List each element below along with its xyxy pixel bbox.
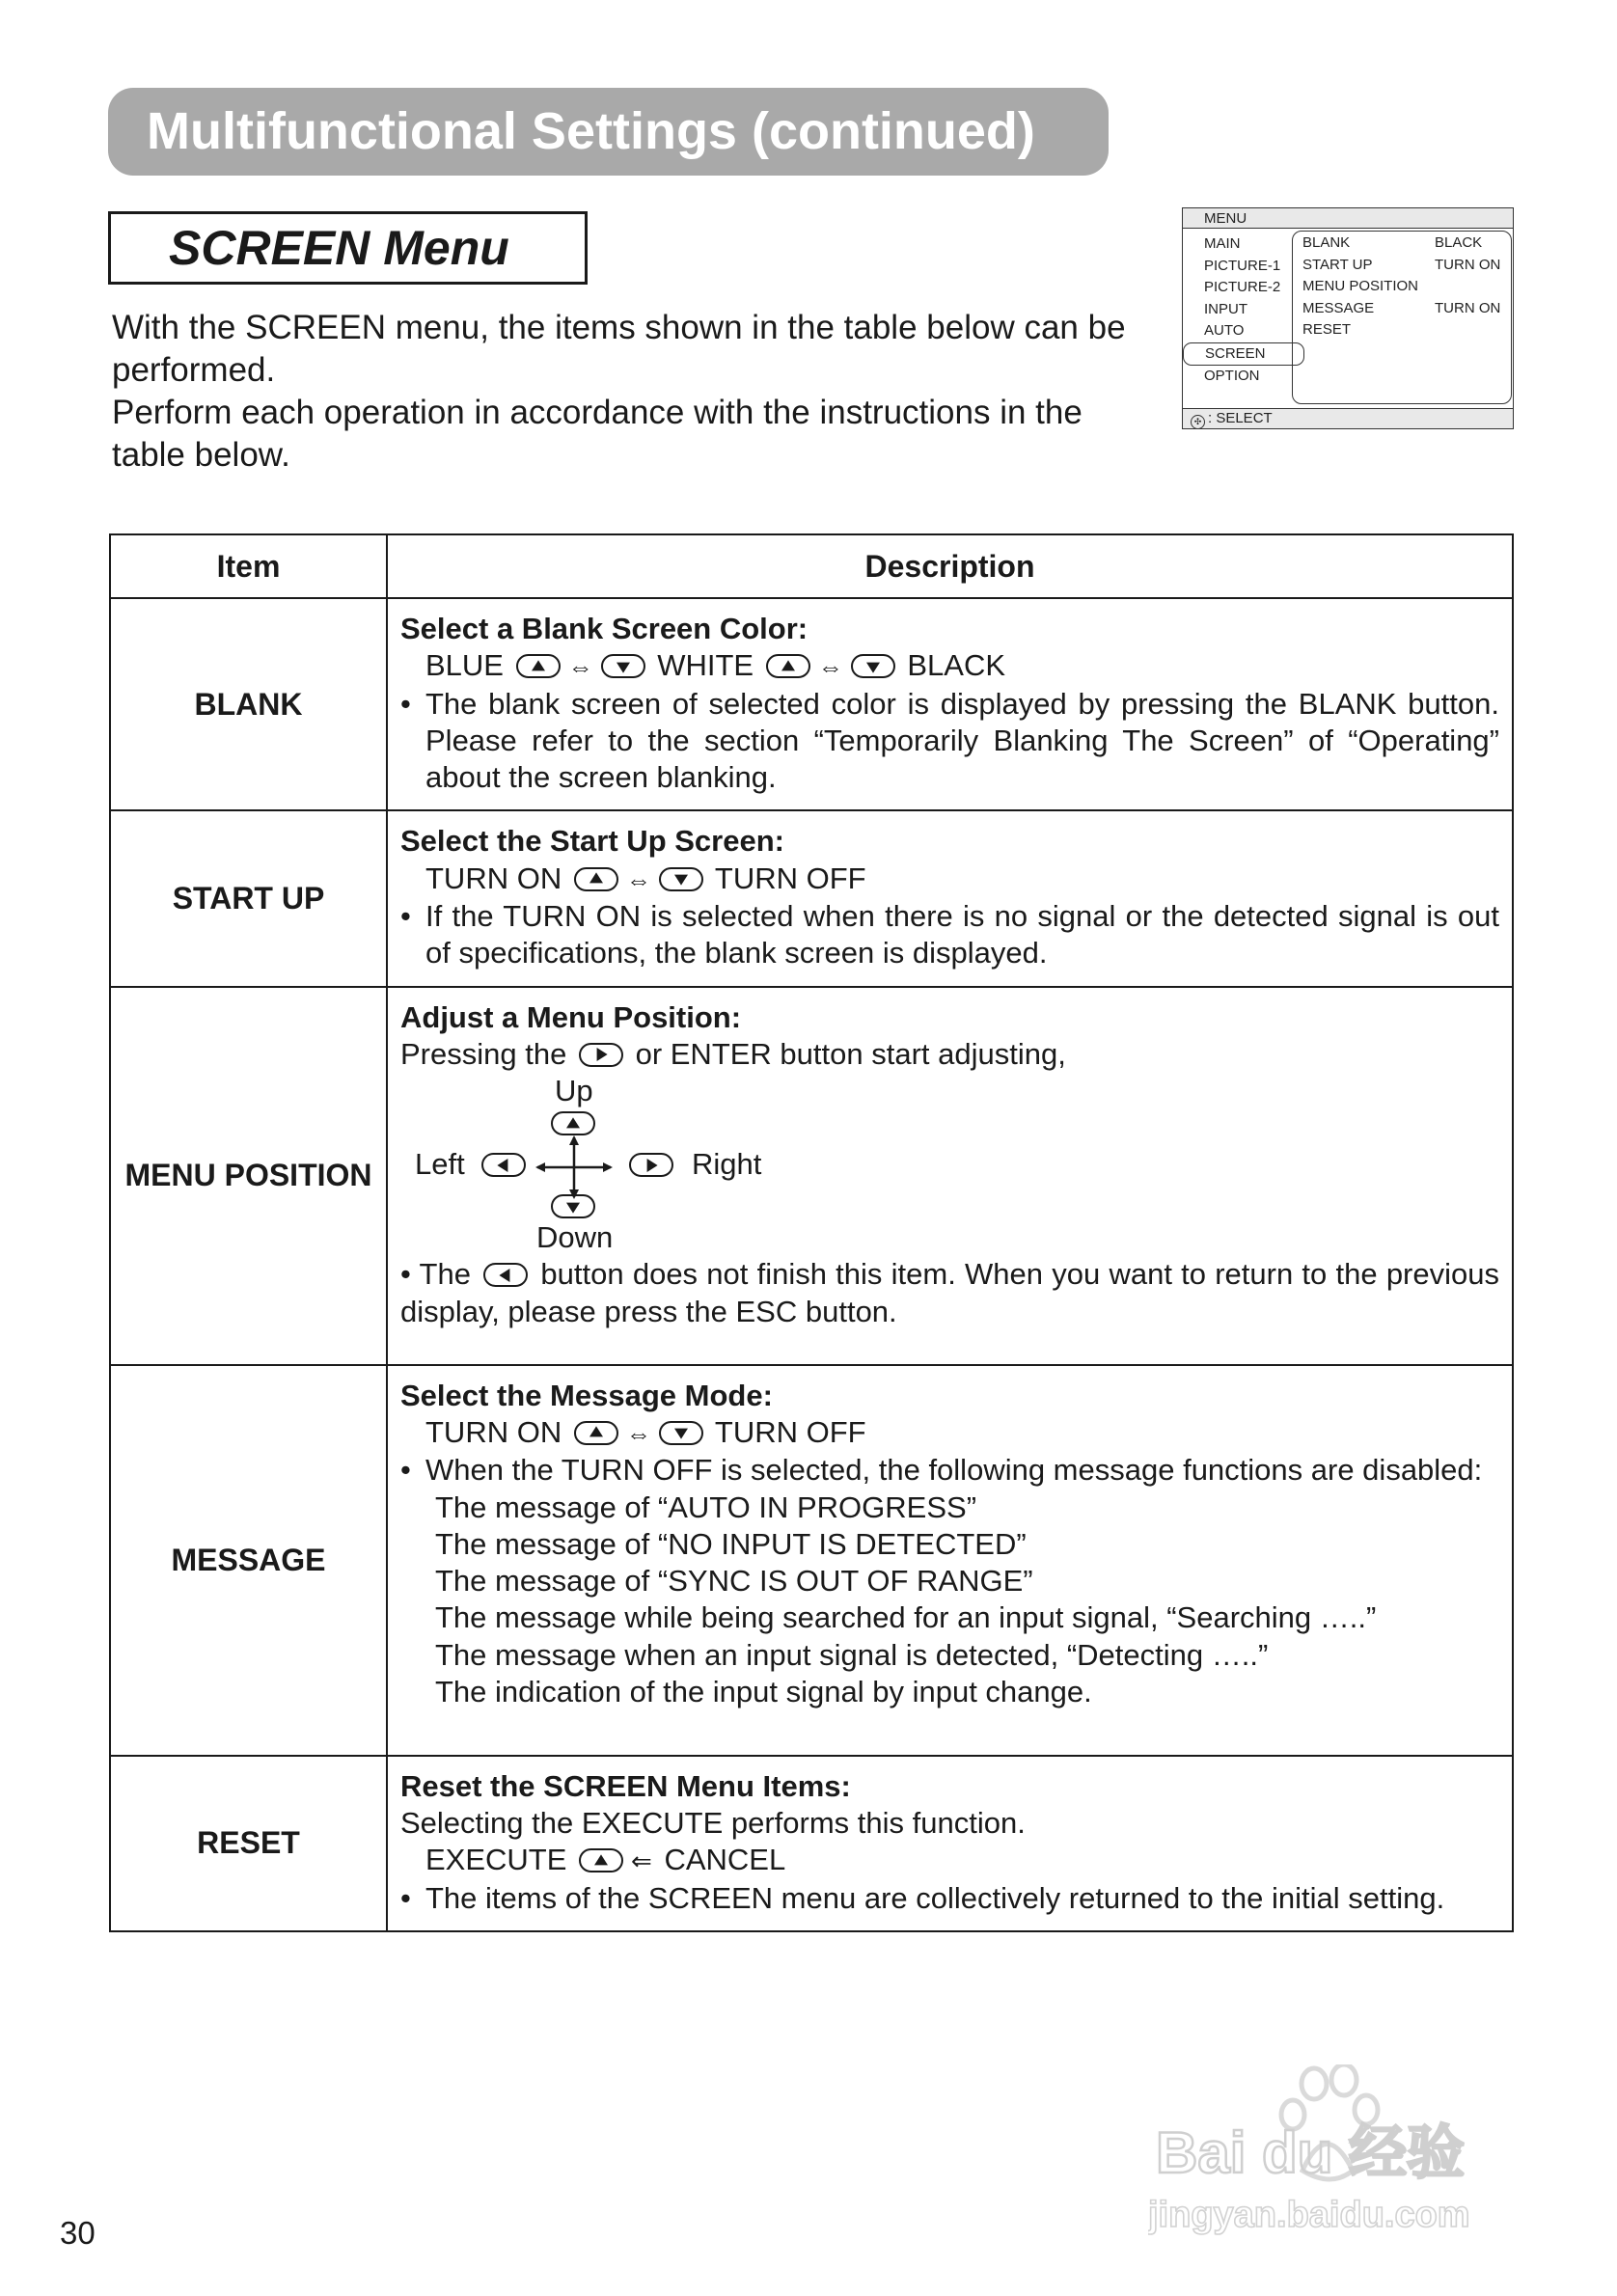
message-line: The indication of the input signal by input change. — [435, 1675, 1092, 1709]
menu-preview-row-value: TURN ON — [1435, 299, 1501, 316]
row-description-reset — [387, 1756, 1513, 1931]
menu-preview-item: PICTURE-2 — [1204, 279, 1281, 295]
direction-up-label: Up — [555, 1074, 593, 1108]
menu-preview-footer — [1183, 408, 1513, 428]
right-button-icon — [579, 1043, 623, 1067]
message-line: The message while being searched for an input signal, “Searching …..” — [435, 1600, 1377, 1635]
bullet-icon: • — [400, 686, 411, 721]
menu-preview-left-list — [1204, 233, 1304, 388]
option-label: TURN ON — [425, 861, 562, 895]
description-heading: Select the Message Mode: — [400, 1378, 773, 1412]
up-button-icon — [551, 1111, 595, 1135]
left-double-arrow-icon: ⇐ — [631, 1846, 652, 1876]
direction-pad-diagram — [400, 1073, 1499, 1256]
intro-paragraph-1: With the SCREEN menu, the items shown in the table below can be performed. — [112, 309, 1126, 389]
option-label: TURN OFF — [714, 1414, 866, 1449]
menu-preview-item: INPUT — [1204, 300, 1247, 317]
menu-preview-row-label: MESSAGE — [1302, 299, 1375, 316]
intro-paragraph-2: Perform each operation in accordance with the instructions in the table below. — [112, 394, 1083, 474]
description-heading: Select the Start Up Screen: — [400, 824, 784, 859]
menu-preview-row-value: BLACK — [1435, 234, 1483, 251]
note-text: The items of the SCREEN menu are collectively returned to the initial setting. — [425, 1880, 1445, 1915]
down-button-icon — [659, 867, 703, 891]
menu-preview-row-label: BLANK — [1302, 234, 1351, 251]
row-description-menu-position — [387, 987, 1513, 1365]
direction-down-label: Down — [536, 1220, 614, 1255]
down-button-icon — [659, 1421, 703, 1445]
down-button-icon — [551, 1194, 595, 1218]
option-cycle — [400, 647, 1499, 685]
note-text: button does not finish this item. When you want to return to the previous display, please press the ESC button. — [400, 1257, 1499, 1328]
row-item-message: MESSAGE — [110, 1365, 387, 1756]
option-label: TURN ON — [425, 1414, 562, 1449]
up-button-icon — [766, 654, 810, 678]
watermark-brand-text: Bai du 经验 — [1156, 2120, 1466, 2185]
down-button-icon — [601, 654, 645, 678]
row-item-menu-position: MENU POSITION — [110, 987, 387, 1365]
menu-preview-row-label: START UP — [1302, 256, 1373, 273]
down-button-icon — [851, 654, 895, 678]
message-line: The message of “NO INPUT IS DETECTED” — [435, 1526, 1027, 1561]
option-label: CANCEL — [664, 1843, 786, 1877]
menu-preview-panel — [1292, 231, 1512, 404]
table-row — [110, 987, 1513, 1365]
menu-preview-item-selected: SCREEN — [1183, 342, 1304, 367]
intro-text — [112, 307, 1173, 477]
screen-menu-table — [109, 533, 1514, 1932]
watermark-url-text: jingyan.baidu.com — [1148, 2195, 1470, 2235]
header-description: Description — [387, 534, 1513, 598]
menu-preview-item: AUTO — [1204, 322, 1245, 339]
up-button-icon — [574, 1421, 618, 1445]
page-number: 30 — [60, 2215, 96, 2251]
menu-preview-item: OPTION — [1204, 368, 1260, 384]
double-arrow-icon: ⇔ — [625, 1418, 651, 1448]
table-row — [110, 1756, 1513, 1931]
left-button-icon — [483, 1263, 528, 1287]
menu-position-instruction — [400, 1036, 1499, 1073]
message-line: The message of “SYNC IS OUT OF RANGE” — [435, 1564, 1033, 1599]
row-description-startup — [387, 810, 1513, 986]
bullet-icon: • — [400, 899, 411, 934]
note-text: The blank screen of selected color is displayed by pressing the BLANK button. Please refer to the section “Temporarily Blanking The Screen” of “Operating” about the screen blanking. — [425, 686, 1499, 795]
menu-preview-row-value: TURN ON — [1435, 256, 1501, 273]
option-label: WHITE — [657, 648, 754, 683]
option-cycle — [400, 1414, 1499, 1452]
description-heading: Adjust a Menu Position: — [400, 999, 742, 1034]
table-row — [110, 810, 1513, 986]
row-item-reset: RESET — [110, 1756, 387, 1931]
table-header-row — [110, 534, 1513, 598]
double-arrow-icon: ⇔ — [625, 864, 651, 894]
menu-preview-item: PICTURE-1 — [1204, 257, 1281, 274]
menu-preview-footer-text: : SELECT — [1208, 410, 1273, 426]
option-cycle — [400, 1842, 1499, 1879]
left-button-icon — [481, 1153, 526, 1177]
menu-preview-item: MAIN — [1204, 235, 1241, 252]
up-button-icon — [516, 654, 561, 678]
row-item-startup: START UP — [110, 810, 387, 986]
note-text: When the TURN OFF is selected, the following message functions are disabled: — [425, 1453, 1483, 1488]
page-header: Multifunctional Settings (continued) — [108, 88, 1109, 176]
row-description-blank — [387, 598, 1513, 810]
bullet-icon: • — [400, 1880, 411, 1915]
instruction-text: or ENTER button start adjusting, — [635, 1036, 1066, 1071]
bullet-note — [400, 1452, 1499, 1489]
double-arrow-icon: ⇔ — [567, 652, 593, 682]
direction-left-label: Left — [415, 1147, 465, 1182]
header-item: Item — [110, 534, 387, 598]
message-line: The message of “AUTO IN PROGRESS” — [435, 1490, 977, 1524]
bullet-note — [400, 898, 1499, 972]
note-text: The — [419, 1257, 471, 1292]
up-button-icon — [579, 1848, 623, 1872]
baidu-jingyan-watermark-logo — [1148, 2064, 1553, 2238]
table-row — [110, 1365, 1513, 1756]
menu-preview-row-label: MENU POSITION — [1302, 278, 1419, 294]
dial-icon: ✣ — [1191, 415, 1205, 429]
direction-right-label: Right — [692, 1147, 762, 1182]
option-cycle — [400, 861, 1499, 898]
option-label: EXECUTE — [425, 1843, 567, 1877]
option-label: TURN OFF — [714, 861, 866, 895]
bullet-note — [400, 1256, 1499, 1330]
instruction-text: Pressing the — [400, 1036, 567, 1071]
up-button-icon — [574, 867, 618, 891]
menu-preview-title: MENU — [1183, 208, 1513, 229]
row-item-blank: BLANK — [110, 598, 387, 810]
bullet-icon: • — [400, 1257, 411, 1292]
bullet-icon: • — [400, 1453, 411, 1488]
message-line: The message when an input signal is detected, “Detecting …..” — [435, 1637, 1269, 1672]
double-arrow-icon: ⇔ — [817, 652, 843, 682]
note-text: If the TURN ON is selected when there is no signal or the detected signal is out of specifications, the blank screen is displayed. — [425, 899, 1499, 970]
description-heading: Select a Blank Screen Color: — [400, 612, 808, 645]
option-label: BLUE — [425, 648, 504, 683]
reset-instruction: Selecting the EXECUTE performs this function. — [400, 1805, 1026, 1840]
section-title: SCREEN Menu — [108, 211, 588, 285]
bullet-note — [400, 1880, 1499, 1917]
right-button-icon — [629, 1153, 673, 1177]
description-heading: Reset the SCREEN Menu Items: — [400, 1768, 851, 1803]
row-description-message — [387, 1365, 1513, 1756]
option-label: BLACK — [907, 648, 1006, 683]
menu-preview-row-label: RESET — [1302, 321, 1352, 338]
bullet-note — [400, 686, 1499, 797]
screen-menu-preview — [1182, 207, 1514, 429]
table-row — [110, 598, 1513, 810]
cross-arrows-icon — [534, 1134, 615, 1201]
